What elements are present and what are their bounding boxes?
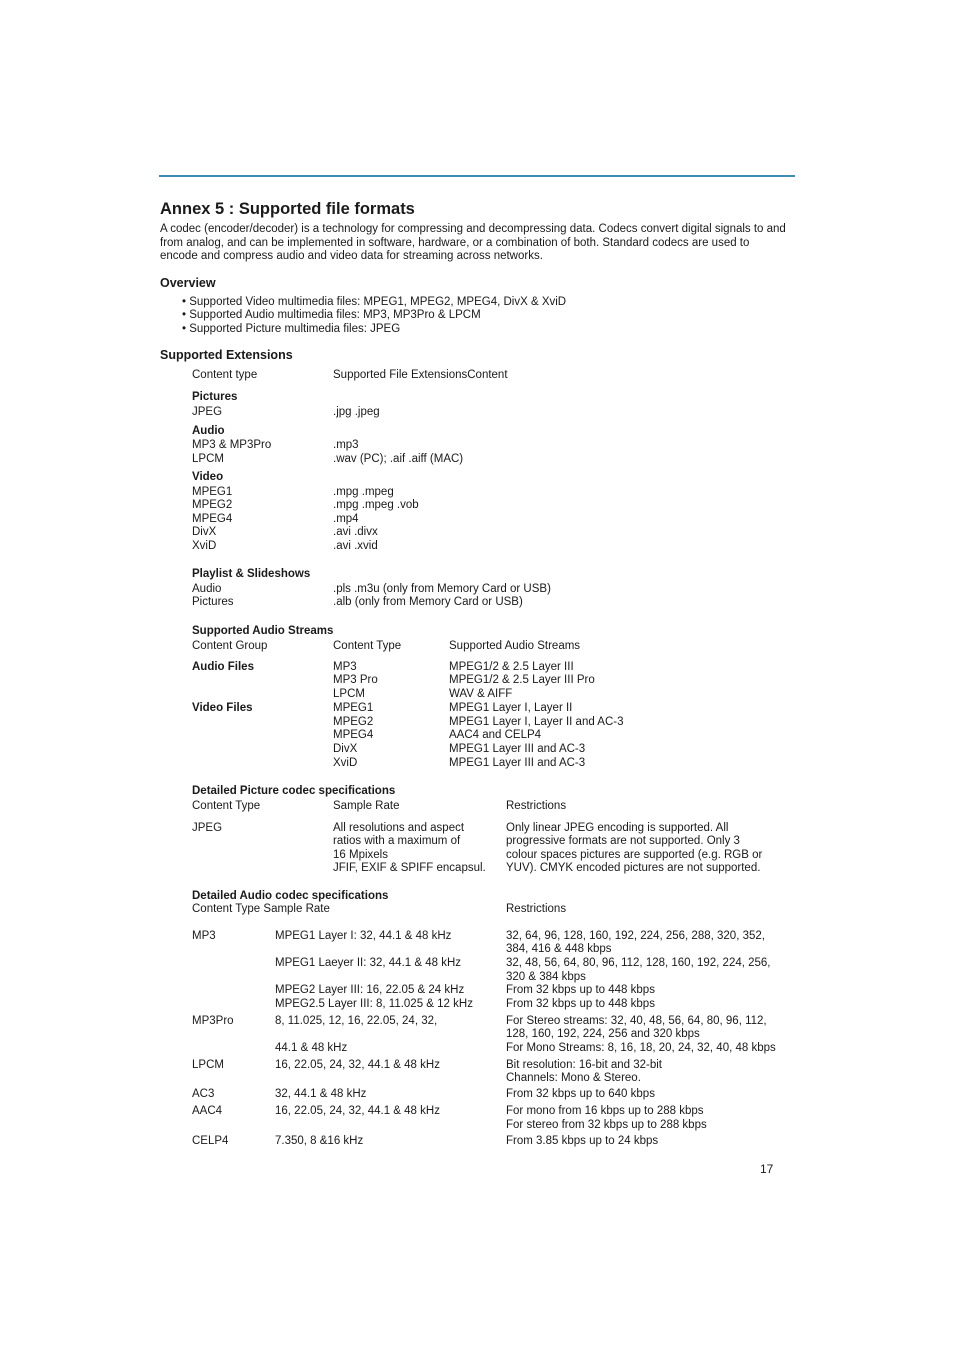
codec-restriction: 320 & 384 kbps: [506, 971, 586, 983]
extensions-heading: Supported Extensions: [160, 348, 293, 362]
codec-restriction: 32, 48, 56, 64, 80, 96, 112, 128, 160, 192, 224, 256,: [506, 957, 771, 969]
stream-value: WAV & AIFF: [449, 688, 513, 700]
codec-rate: MPEG2 Layer III: 16, 22.05 & 24 kHz: [275, 984, 465, 996]
ext-value: .mp3: [333, 439, 359, 451]
codec-restriction: For stereo from 32 kbps up to 288 kbps: [506, 1119, 707, 1131]
picture-col-header: Sample Rate: [333, 800, 400, 812]
stream-type: MPEG1: [333, 702, 374, 714]
picture-restriction-line: colour spaces pictures are supported (e.g. RGB or: [506, 849, 763, 861]
codec-type: MP3Pro: [192, 1015, 234, 1027]
codec-restriction: From 3.85 kbps up to 24 kbps: [506, 1135, 659, 1147]
codec-restriction: From 32 kbps up to 448 kbps: [506, 984, 655, 996]
streams-group-audio: Audio Files: [192, 661, 254, 673]
audio-col-header: Restrictions: [506, 903, 567, 915]
ext-type: JPEG: [192, 406, 223, 418]
stream-value: MPEG1/2 & 2.5 Layer III Pro: [449, 674, 595, 686]
picture-codec-heading: Detailed Picture codec specifications: [192, 785, 396, 797]
stream-type: MPEG4: [333, 729, 374, 741]
codec-rate: 44.1 & 48 kHz: [275, 1042, 348, 1054]
stream-value: MPEG1 Layer III and AC-3: [449, 743, 586, 755]
codec-restriction: From 32 kbps up to 448 kbps: [506, 998, 655, 1010]
stream-type: DivX: [333, 743, 358, 755]
streams-col-header: Content Group: [192, 640, 268, 652]
ext-value: .mp4: [333, 513, 359, 525]
list-item: • Supported Video multimedia files: MPEG1, MPEG2, MPEG4, DivX & XviD: [182, 296, 567, 308]
codec-rate: 32, 44.1 & 48 kHz: [275, 1088, 367, 1100]
stream-type: MP3: [333, 661, 357, 673]
stream-value: MPEG1 Layer I, Layer II: [449, 702, 573, 714]
codec-restriction: For Stereo streams: 32, 40, 48, 56, 64, 80, 96, 112,: [506, 1015, 767, 1027]
ext-type: DivX: [192, 526, 217, 538]
ext-value: .mpg .mpeg .vob: [333, 499, 419, 511]
codec-type: MP3: [192, 930, 216, 942]
codec-restriction: From 32 kbps up to 640 kbps: [506, 1088, 655, 1100]
ext-type: MP3 & MP3Pro: [192, 439, 272, 451]
picture-restriction-line: progressive formats are not supported. Only 3: [506, 835, 740, 847]
codec-type: CELP4: [192, 1135, 229, 1147]
codec-rate: 16, 22.05, 24, 32, 44.1 & 48 kHz: [275, 1105, 440, 1117]
stream-type: MPEG2: [333, 716, 374, 728]
codec-restriction: 384, 416 & 448 kbps: [506, 943, 612, 955]
page-number: 17: [760, 1162, 774, 1176]
ext-group-audio: Audio: [192, 425, 225, 437]
header-rule: [159, 175, 795, 177]
stream-type: LPCM: [333, 688, 365, 700]
ext-type: LPCM: [192, 453, 224, 465]
codec-rate: MPEG2.5 Layer III: 8, 11.025 & 12 kHz: [275, 998, 473, 1010]
streams-group-video: Video Files: [192, 702, 253, 714]
picture-restriction-line: Only linear JPEG encoding is supported. All: [506, 822, 729, 834]
ext-type: XviD: [192, 540, 217, 552]
codec-restriction: For mono from 16 kbps up to 288 kbps: [506, 1105, 704, 1117]
ext-value: .jpg .jpeg: [333, 406, 380, 418]
overview-heading: Overview: [160, 276, 216, 290]
picture-sample-line: 16 Mpixels: [333, 849, 388, 861]
codec-restriction: Bit resolution: 16-bit and 32-bit: [506, 1059, 662, 1071]
ext-group-pictures: Pictures: [192, 391, 238, 403]
picture-restriction-line: YUV). CMYK encoded pictures are not supported.: [506, 862, 761, 874]
ext-value: .avi .xvid: [333, 540, 378, 552]
ext-col-header: Supported File ExtensionsContent: [333, 369, 508, 381]
ext-value: .wav (PC); .aif .aiff (MAC): [333, 453, 464, 465]
picture-col-header: Restrictions: [506, 800, 567, 812]
picture-type: JPEG: [192, 822, 223, 834]
list-item: • Supported Picture multimedia files: JPEG: [182, 323, 401, 335]
picture-sample-line: All resolutions and aspect: [333, 822, 465, 834]
codec-rate: 7.350, 8 &16 kHz: [275, 1135, 364, 1147]
audio-col-header: Content Type Sample Rate: [192, 903, 330, 915]
page-title: Annex 5 : Supported file formats: [160, 200, 415, 218]
picture-col-header: Content Type: [192, 800, 261, 812]
stream-value: MPEG1/2 & 2.5 Layer III: [449, 661, 574, 673]
ext-type: MPEG2: [192, 499, 233, 511]
codec-type: LPCM: [192, 1059, 224, 1071]
codec-type: AC3: [192, 1088, 215, 1100]
codec-restriction: Channels: Mono & Stereo.: [506, 1072, 641, 1084]
stream-value: MPEG1 Layer III and AC-3: [449, 757, 586, 769]
ext-group-video: Video: [192, 471, 224, 483]
audio-codec-heading: Detailed Audio codec specifications: [192, 890, 389, 902]
ext-type: MPEG1: [192, 486, 233, 498]
codec-rate: MPEG1 Laeyer II: 32, 44.1 & 48 kHz: [275, 957, 462, 969]
list-item: • Supported Audio multimedia files: MP3, MP3Pro & LPCM: [182, 309, 481, 321]
codec-rate: 16, 22.05, 24, 32, 44.1 & 48 kHz: [275, 1059, 440, 1071]
stream-type: XviD: [333, 757, 358, 769]
ext-group-playlist: Playlist & Slideshows: [192, 568, 311, 580]
ext-col-header: Content type: [192, 369, 258, 381]
ext-type: MPEG4: [192, 513, 233, 525]
stream-value: MPEG1 Layer I, Layer II and AC-3: [449, 716, 624, 728]
ext-value: .pls .m3u (only from Memory Card or USB): [333, 583, 551, 595]
ext-value: .alb (only from Memory Card or USB): [333, 596, 523, 608]
ext-value: .mpg .mpeg: [333, 486, 394, 498]
streams-heading: Supported Audio Streams: [192, 625, 334, 637]
codec-restriction: 128, 160, 192, 224, 256 and 320 kbps: [506, 1028, 700, 1040]
ext-value: .avi .divx: [333, 526, 378, 538]
streams-col-header: Content Type: [333, 640, 402, 652]
picture-sample-line: JFIF, EXIF & SPIFF encapsul.: [333, 862, 486, 874]
codec-restriction: 32, 64, 96, 128, 160, 192, 224, 256, 288, 320, 352,: [506, 930, 765, 942]
ext-type: Audio: [192, 583, 222, 595]
codec-restriction: For Mono Streams: 8, 16, 18, 20, 24, 32, 40, 48 kbps: [506, 1042, 776, 1054]
ext-type: Pictures: [192, 596, 234, 608]
streams-col-header: Supported Audio Streams: [449, 640, 581, 652]
codec-type: AAC4: [192, 1105, 223, 1117]
codec-rate: 8, 11.025, 12, 16, 22.05, 24, 32,: [275, 1015, 438, 1027]
stream-type: MP3 Pro: [333, 674, 378, 686]
picture-sample-line: ratios with a maximum of: [333, 835, 461, 847]
intro-paragraph: A codec (encoder/decoder) is a technology for compressing and decompressing data. Codecs convert digital signals to and from analog, and can be implemented in software, hardware, or a combination of both. Standard codecs are used to encode and compress audio and video data for streaming across networks.: [160, 223, 786, 262]
codec-rate: MPEG1 Layer I: 32, 44.1 & 48 kHz: [275, 930, 452, 942]
stream-value: AAC4 and CELP4: [449, 729, 542, 741]
